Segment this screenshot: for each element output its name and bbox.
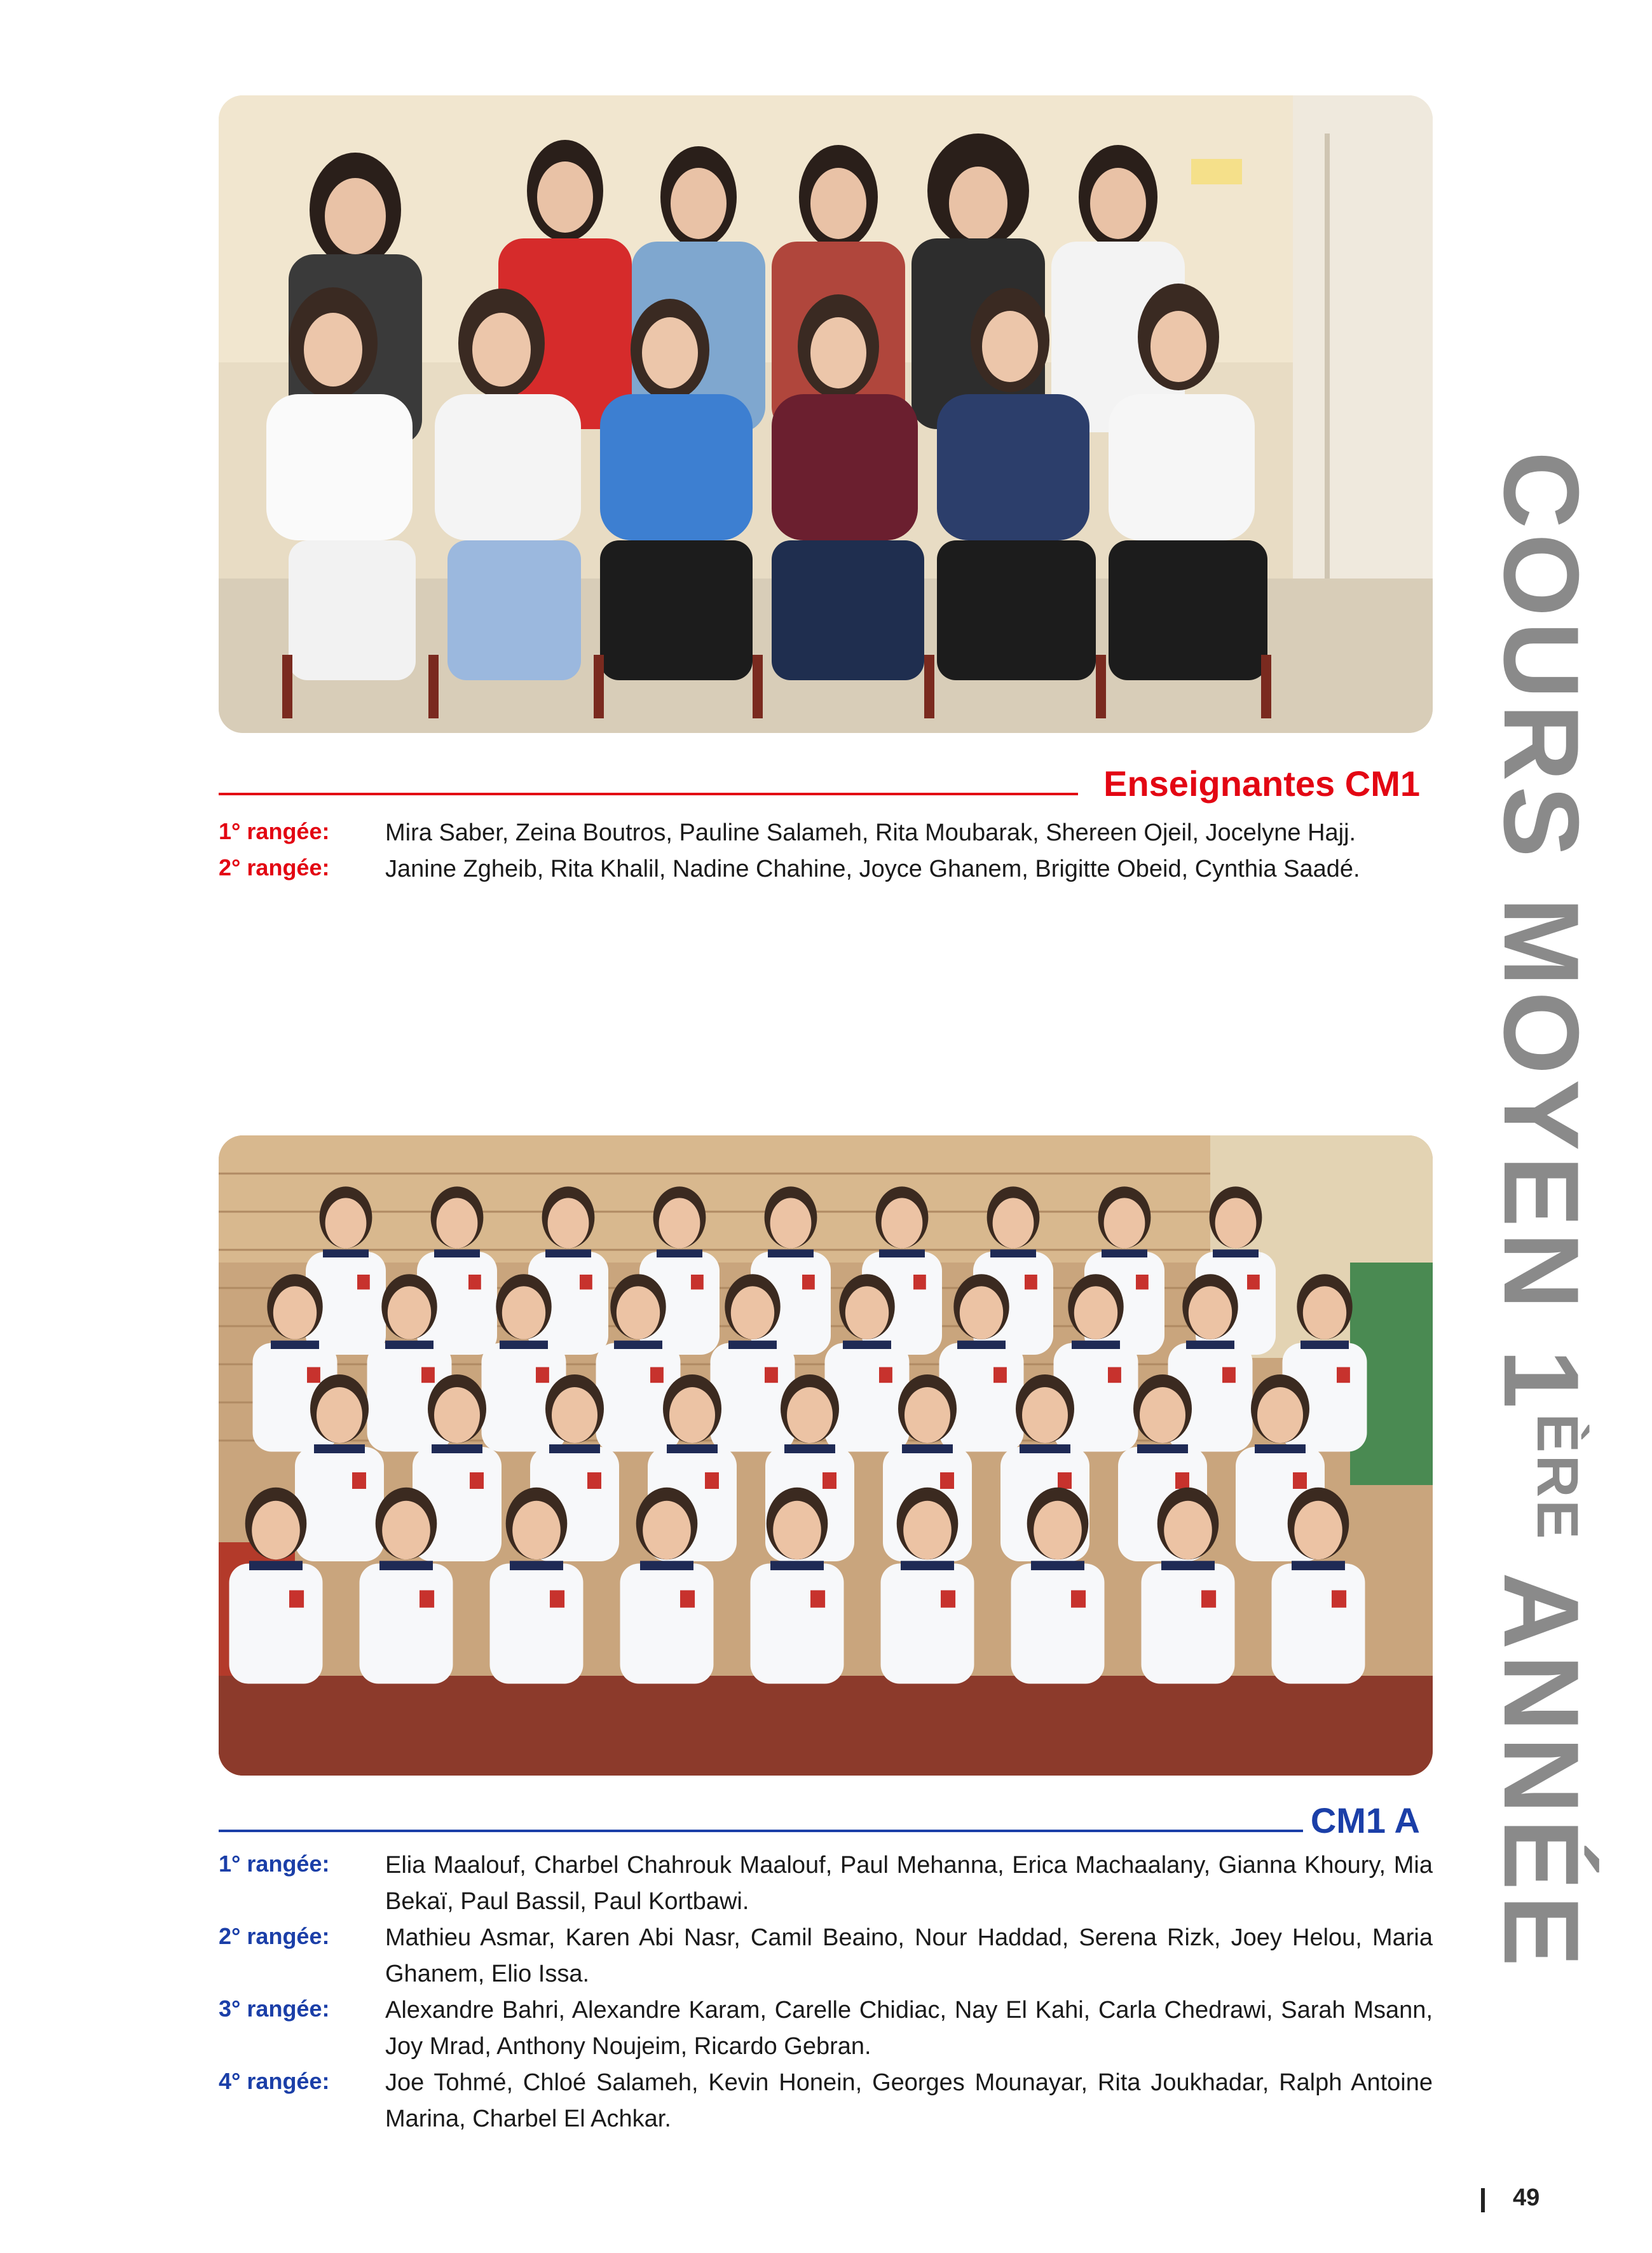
class-heading-rule: [219, 1830, 1303, 1832]
side-title-superscript: ÈRE: [1525, 1413, 1590, 1542]
class-section-header: [219, 1800, 1420, 1840]
class-row-2: [219, 1920, 1433, 1992]
row-label: 1° rangée:: [219, 1851, 330, 1877]
row-names: Mira Saber, Zeina Boutros, Pauline Salameh, Rita Moubarak, Shereen Ojeil, Jocelyne Hajj.: [385, 819, 1356, 846]
row-label: 1° rangée:: [219, 818, 330, 844]
side-title-main: COURS MOYEN 1: [1482, 451, 1601, 1414]
teachers-row-1: [219, 815, 1433, 851]
class-names-list: [219, 1847, 1433, 2137]
teachers-photo-illustration: [219, 95, 1433, 733]
teachers-names-list: [219, 815, 1433, 887]
teachers-heading-rule: [219, 793, 1078, 795]
page-number: 49: [1513, 2184, 1540, 2211]
class-row-3: [219, 1992, 1433, 2065]
side-section-title: [1482, 451, 1621, 1972]
teachers-group-photo: [219, 95, 1433, 733]
class-photo-illustration: [219, 1135, 1433, 1776]
teachers-row-2: [219, 851, 1433, 887]
class-row-4: [219, 2065, 1433, 2137]
row-label: 3° rangée:: [219, 1996, 330, 2022]
teachers-section-header: [219, 766, 1420, 802]
class-row-1: [219, 1847, 1433, 1920]
row-label: 2° rangée:: [219, 1923, 330, 1949]
row-names: Mathieu Asmar, Karen Abi Nasr, Camil Beaino, Nour Haddad, Serena Rizk, Joey Helou, Maria Ghanem, Elio Issa.: [385, 1924, 1433, 1987]
side-title-tail: ANNÉE: [1482, 1541, 1601, 1972]
teachers-section-title: Enseignantes CM1: [1103, 764, 1420, 804]
row-label: 4° rangée:: [219, 2068, 330, 2094]
row-names: Joe Tohmé, Chloé Salameh, Kevin Honein, Georges Mounayar, Rita Joukhadar, Ralph Antoine Marina, Charbel El Achkar.: [385, 2069, 1433, 2132]
row-names: Janine Zgheib, Rita Khalil, Nadine Chahine, Joyce Ghanem, Brigitte Obeid, Cynthia Saadé.: [385, 856, 1360, 882]
class-group-photo: [219, 1135, 1433, 1776]
row-label: 2° rangée:: [219, 854, 330, 880]
row-names: Elia Maalouf, Charbel Chahrouk Maalouf, Paul Mehanna, Erica Machaalany, Gianna Khoury, Mia Bekaï, Paul Bassil, Paul Kortbawi.: [385, 1852, 1433, 1915]
class-section-title: CM1 A: [1310, 1800, 1420, 1840]
page-number-bar: [1481, 2188, 1485, 2212]
row-names: Alexandre Bahri, Alexandre Karam, Carelle Chidiac, Nay El Kahi, Carla Chedrawi, Sarah Msann, Joy Mrad, Anthony Noujeim, Ricardo Gebran.: [385, 1997, 1433, 2060]
